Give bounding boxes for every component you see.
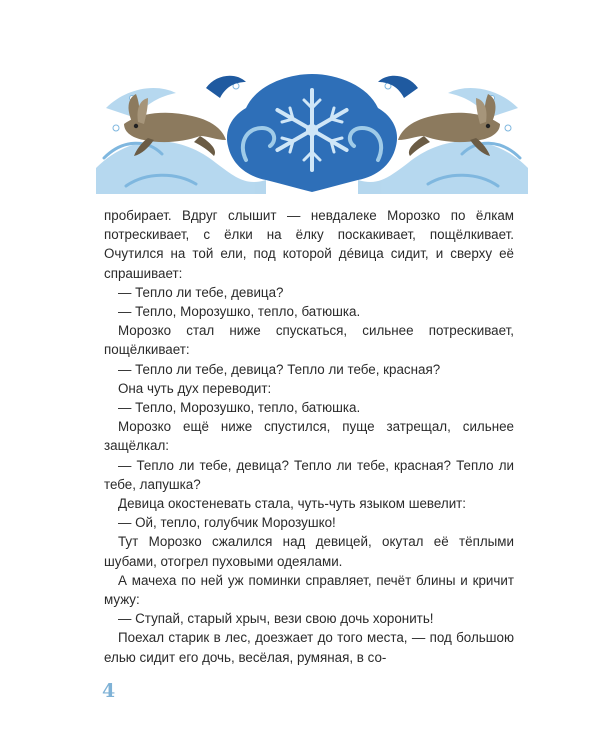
dialogue-line: — Тепло ли тебе, девица? Тепло ли тебе, красная? bbox=[118, 361, 441, 377]
dialogue-line: — Тепло ли тебе, девица? bbox=[118, 284, 284, 300]
dialogue-line: — Ой, тепло, голубчик Морозушко! bbox=[118, 515, 336, 531]
paragraph: А мачеха по ней уж поминки справляет, печёт блины и кричит мужу: bbox=[104, 572, 514, 608]
dialogue-line: — Тепло ли тебе, девица? Тепло ли тебе, красная? Тепло ли тебе, лапушка? bbox=[104, 457, 514, 492]
paragraph: Поехал старик в лес, доезжает до того места, — под большою елью сидит его дочь, весёлая, румяная, в со- bbox=[104, 630, 514, 665]
dialogue-line: — Тепло, Морозушко, тепло, батюшка. bbox=[118, 400, 361, 416]
paragraph: пробирает. Вдруг слышит — невдалеке Морозко по ёлкам потрескивает, с ёлки на ёлку поскакивает, пощёлкивает. Очутился на той ели, под которой дéвица сидит, и сверху её спрашивает: bbox=[104, 208, 514, 281]
header-ornament bbox=[96, 68, 528, 194]
paragraph: Она чуть дух переводит: bbox=[118, 380, 272, 396]
dialogue-line: — Ступай, старый хрыч, вези свою дочь хоронить! bbox=[118, 611, 434, 627]
paragraph: Девица окостеневать стала, чуть-чуть языком шевелит: bbox=[118, 496, 467, 512]
paragraph: Тут Морозко сжалился над девицей, окутал её тёплыми шубами, отогрел пуховыми одеялами. bbox=[104, 534, 514, 569]
page-number: 4 bbox=[102, 680, 116, 702]
story-text bbox=[104, 206, 514, 667]
dialogue-line: — Тепло, Морозушко, тепло, батюшка. bbox=[118, 304, 361, 320]
paragraph: Морозко ещё ниже спустился, пуще затрещал, сильнее защёлкал: bbox=[104, 419, 514, 454]
paragraph: Морозко стал ниже спускаться, сильнее потрескивает, пощёлкивает: bbox=[104, 323, 514, 358]
